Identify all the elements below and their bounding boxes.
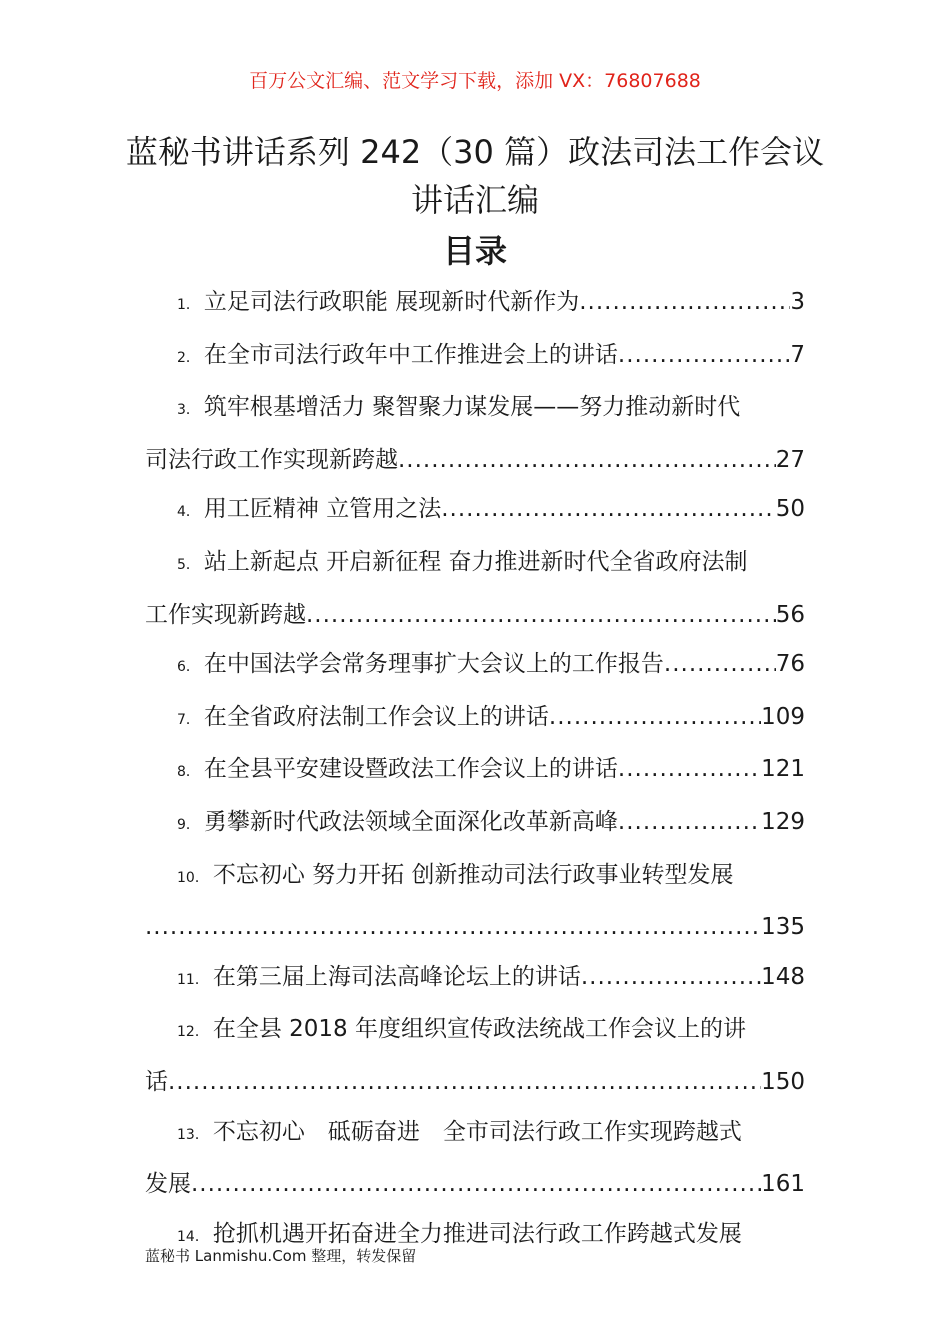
toc-leader-dots — [549, 693, 761, 743]
toc-entry-line — [145, 903, 805, 953]
toc-entry[interactable] — [145, 538, 805, 640]
toc-entry-number: 11． — [177, 971, 209, 988]
toc-entry-number: 6． — [177, 659, 200, 676]
footer-credit: 蓝秘书 Lanmishu.Com 整理，转发保留 — [145, 1247, 417, 1265]
toc-entry-title: 在全省政府法制工作会议上的讲话 — [203, 703, 549, 730]
toc-entry[interactable] — [145, 745, 805, 798]
promo-header: 百万公文汇编、范文学习下载，添加 VX：76807688 — [249, 70, 701, 92]
toc-entry-title: 话 — [145, 1068, 168, 1095]
toc-entry-line — [145, 538, 805, 591]
toc-entry-title: 在全市司法行政年中工作推进会上的讲话 — [203, 341, 618, 368]
toc-leader-dots — [581, 953, 761, 1003]
toc-entry-line — [145, 278, 805, 331]
toc-entry-line — [145, 383, 805, 436]
toc-leader-dots — [664, 640, 776, 690]
document-title: 蓝秘书讲话系列 242（30 篇）政法司法工作会议讲话汇编 — [125, 133, 825, 219]
toc-entry[interactable] — [145, 640, 805, 693]
toc-entry-page: 109 — [761, 703, 805, 730]
toc-entry-title: 发展 — [145, 1171, 191, 1198]
toc-entry-line — [145, 591, 805, 641]
toc-entry[interactable] — [145, 331, 805, 384]
toc-entry-line — [145, 1058, 805, 1108]
toc-entry-title: 工作实现新跨越 — [145, 601, 306, 628]
toc-leader-dots — [441, 485, 775, 535]
toc-entry-line — [145, 745, 805, 798]
toc-entry-title: 勇攀新时代政法领域全面深化改革新高峰 — [203, 808, 618, 835]
toc-entry-title: 立足司法行政职能 展现新时代新作为 — [203, 289, 580, 315]
toc-entry-title: 筑牢根基增活力 聚智聚力谋发展——努力推动新时代 — [203, 394, 741, 421]
toc-entry-line — [145, 331, 805, 384]
toc-entry[interactable] — [145, 693, 805, 746]
toc-entry-title: 不忘初心 努力开拓 创新推动司法行政事业转型发展 — [212, 861, 734, 888]
toc-entry-number: 13． — [177, 1126, 209, 1143]
toc-entry-page: 7 — [790, 341, 805, 368]
toc-entry-line — [145, 693, 805, 746]
toc-entry-page: 27 — [775, 446, 805, 473]
toc-entry-title: 站上新起点 开启新征程 奋力推进新时代全省政府法制 — [203, 548, 748, 575]
toc-entry-number: 9． — [177, 816, 200, 833]
toc-entry[interactable] — [145, 485, 805, 538]
toc-entry-number: 4． — [177, 504, 200, 521]
table-of-contents — [145, 278, 805, 1262]
toc-entry[interactable] — [145, 1005, 805, 1107]
toc-entry-title: 不忘初心 砥砺奋进 全市司法行政工作实现跨越式 — [212, 1118, 742, 1145]
toc-entry-number: 1． — [177, 297, 200, 313]
toc-entry-page: 121 — [761, 756, 805, 783]
toc-entry-title: 在全县 2018 年度组织宣传政法统战工作会议上的讲 — [212, 1016, 746, 1043]
toc-entry-number: 2． — [177, 349, 200, 366]
toc-entry[interactable] — [145, 1108, 805, 1210]
toc-entry-number: 7． — [177, 711, 200, 728]
toc-entry-line — [145, 485, 805, 538]
toc-entry[interactable] — [145, 383, 805, 485]
toc-leader-dots — [145, 903, 761, 953]
toc-leader-dots — [618, 798, 761, 848]
toc-leader-dots — [398, 436, 776, 486]
toc-heading: 目录 — [442, 232, 507, 270]
toc-entry-title: 在第三届上海司法高峰论坛上的讲话 — [212, 963, 581, 990]
toc-leader-dots — [579, 278, 790, 328]
toc-entry-number: 10． — [177, 869, 209, 886]
toc-leader-dots — [168, 1058, 761, 1108]
toc-entry-number: 14． — [177, 1228, 209, 1245]
toc-entry-line — [145, 1005, 805, 1058]
toc-entry-number: 5． — [177, 556, 200, 573]
toc-entry-page: 129 — [761, 808, 805, 835]
toc-entry-page: 135 — [761, 914, 805, 941]
toc-entry-line — [145, 953, 805, 1006]
toc-entry-page: 76 — [775, 651, 805, 678]
toc-entry-number: 8． — [177, 764, 200, 781]
toc-entry-page: 161 — [761, 1171, 805, 1198]
toc-entry-line — [145, 1108, 805, 1161]
toc-entry[interactable] — [145, 851, 805, 953]
toc-entry-line — [145, 851, 805, 904]
toc-entry-title: 在中国法学会常务理事扩大会议上的工作报告 — [203, 651, 664, 678]
toc-entry-page: 148 — [761, 963, 805, 990]
toc-entry-line — [145, 798, 805, 851]
toc-entry[interactable] — [145, 278, 805, 331]
toc-entry-line — [145, 1160, 805, 1210]
toc-leader-dots — [306, 591, 776, 641]
toc-entry[interactable] — [145, 953, 805, 1006]
toc-entry-title: 司法行政工作实现新跨越 — [145, 446, 398, 473]
toc-entry-line — [145, 640, 805, 693]
toc-leader-dots — [618, 331, 790, 381]
toc-entry-number: 12． — [177, 1024, 209, 1041]
toc-leader-dots — [618, 745, 761, 795]
toc-entry[interactable] — [145, 798, 805, 851]
toc-entry-page: 3 — [790, 289, 805, 315]
toc-entry-page: 50 — [775, 496, 805, 523]
toc-entry-page: 56 — [775, 601, 805, 628]
toc-entry-line — [145, 436, 805, 486]
toc-entry-title: 用工匠精神 立管用之法 — [203, 496, 442, 523]
toc-entry-number: 3． — [177, 402, 200, 419]
toc-entry-page: 150 — [761, 1068, 805, 1095]
toc-entry-title: 在全县平安建设暨政法工作会议上的讲话 — [203, 756, 618, 783]
toc-leader-dots — [191, 1160, 761, 1210]
toc-entry-title: 抢抓机遇开拓奋进全力推进司法行政工作跨越式发展 — [212, 1220, 742, 1247]
